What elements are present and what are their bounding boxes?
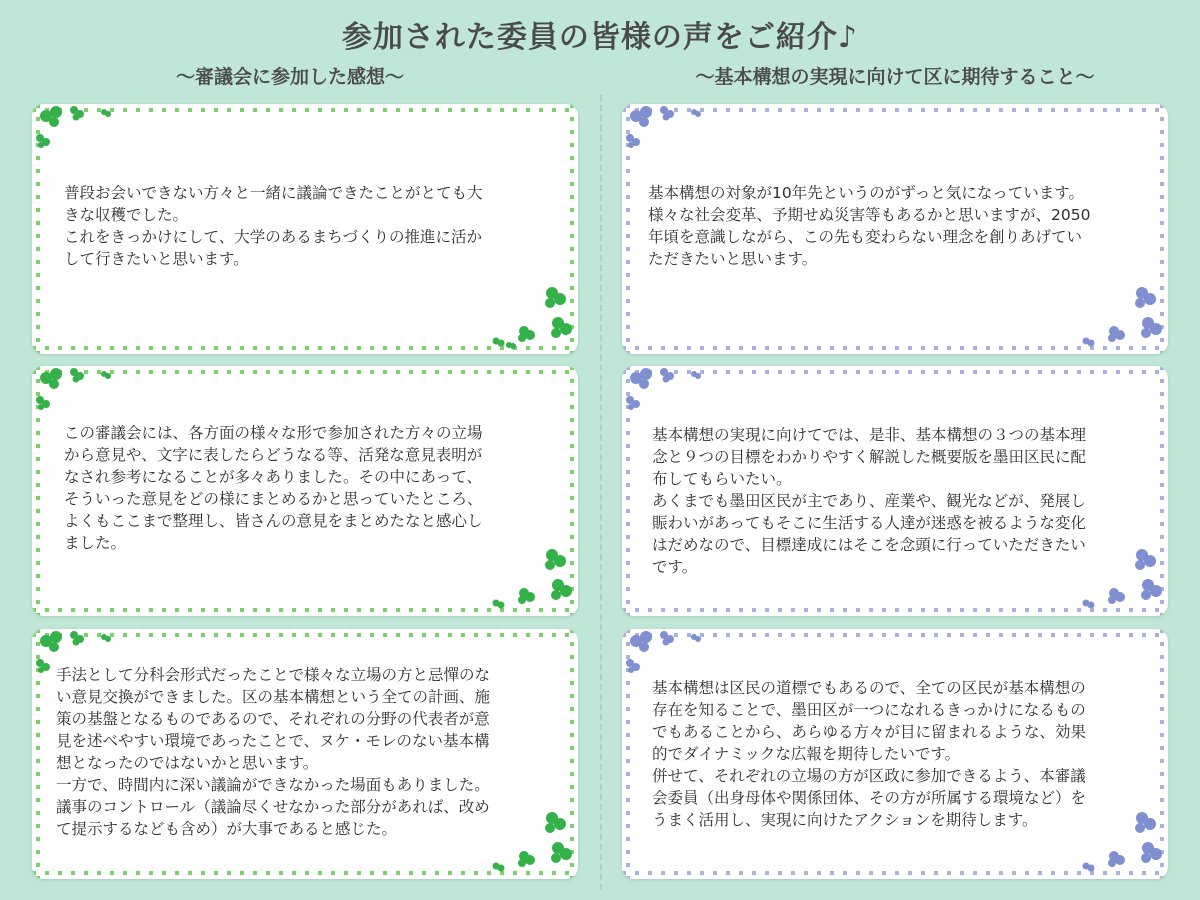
- blue-clover-icon: [1072, 804, 1162, 874]
- green-clover-icon: [482, 804, 572, 874]
- comment-text: 基本構想の対象が10年先というのがずっと気になっています。 様々な社会変革、予期せぬ災害等もあるかと思いますが、2050 年頃を意識しながら、この先も変わらない理念を創りあげてい ただきたいと思います。: [648, 184, 1091, 268]
- green-clover-icon: [34, 104, 124, 164]
- comment-card-left-3: [32, 629, 578, 879]
- blue-clover-icon: [624, 629, 714, 689]
- page-title: 参加された委員の皆様の声をご紹介♪: [341, 20, 859, 55]
- comment-text: 普段お会いできない方々と一緒に議論できたことがとても大 きな収穫でした。 これをきっかけにして、大学のあるまちづくりの推進に活か して行きたいと思います。: [64, 184, 483, 268]
- comment-card-right-1: [622, 104, 1168, 354]
- right-column-heading: ～基本構想の実現に向けて区に期待すること～: [695, 66, 1095, 88]
- blue-clover-icon: [1072, 541, 1162, 611]
- blue-clover-icon: [624, 366, 714, 426]
- comment-text: 基本構想は区民の道標でもあるので、全ての区民が基本構想の 存在を知ることで、墨田区が一つになれるきっかけになるもの でもあることから、あらゆる方々が目に留まれるような、効果 的でダイナミックな広報を期待したいです。 併せて、それぞれの立場の方が区政に参加できるよう、本審議 会委員（出身母体や関係団体、その方が所属する環境など）を うまく活用し、実現に向けたアクションを期待します。: [652, 679, 1087, 829]
- comment-card-right-2: [622, 366, 1168, 616]
- green-clover-icon: [34, 629, 124, 689]
- green-clover-icon: [482, 279, 572, 349]
- blue-clover-icon: [624, 104, 714, 164]
- blue-clover-icon: [1072, 279, 1162, 349]
- comment-card-right-3: [622, 629, 1168, 879]
- left-column-heading: ～審議会に参加した感想～: [175, 66, 404, 88]
- comment-text: 手法として分科会形式だったことで様々な立場の方と忌憚のな い意見交換ができました。区の基本構想という全ての計画、施 策の基盤となるものであるので、それぞれの分野の代表者が意 見を述べやすい環境であったことで、ヌケ・モレのない基本構 想となったのではないかと思います。 一方で、時間内に深い議論ができなかった場面もありました。 議事のコントロール（議論尽くせなかった部分があれば、改め て提示するなども含め）が大事であると感じた。: [56, 666, 491, 838]
- comment-text: 基本構想の実現に向けてでは、是非、基本構想の３つの基本理 念と９つの目標をわかりやすく解説した概要版を墨田区民に配 布してもらいたい。 あくまでも墨田区民が主であり、産業や、観光などが、発展し 賑わいがあってもそこに生活する人達が迷惑を被るような変化 はだめなので、目標達成にはそこを念頭に行っていただきたい です。: [652, 426, 1087, 576]
- comment-card-left-2: [32, 366, 578, 616]
- column-divider: [600, 95, 602, 890]
- comment-card-left-1: [32, 104, 578, 354]
- green-clover-icon: [34, 366, 124, 426]
- green-clover-icon: [482, 541, 572, 611]
- comment-text: この審議会には、各方面の様々な形で参加された方々の立場 から意見や、文字に表したらどうなる等、活発な意見表明が なされ参考になることが多々ありました。その中にあって、 そういった意見をどの様にまとめるかと思っていたところ、 よくもここまで整理し、皆さんの意見をまとめたなと感心し ました。: [64, 424, 483, 552]
